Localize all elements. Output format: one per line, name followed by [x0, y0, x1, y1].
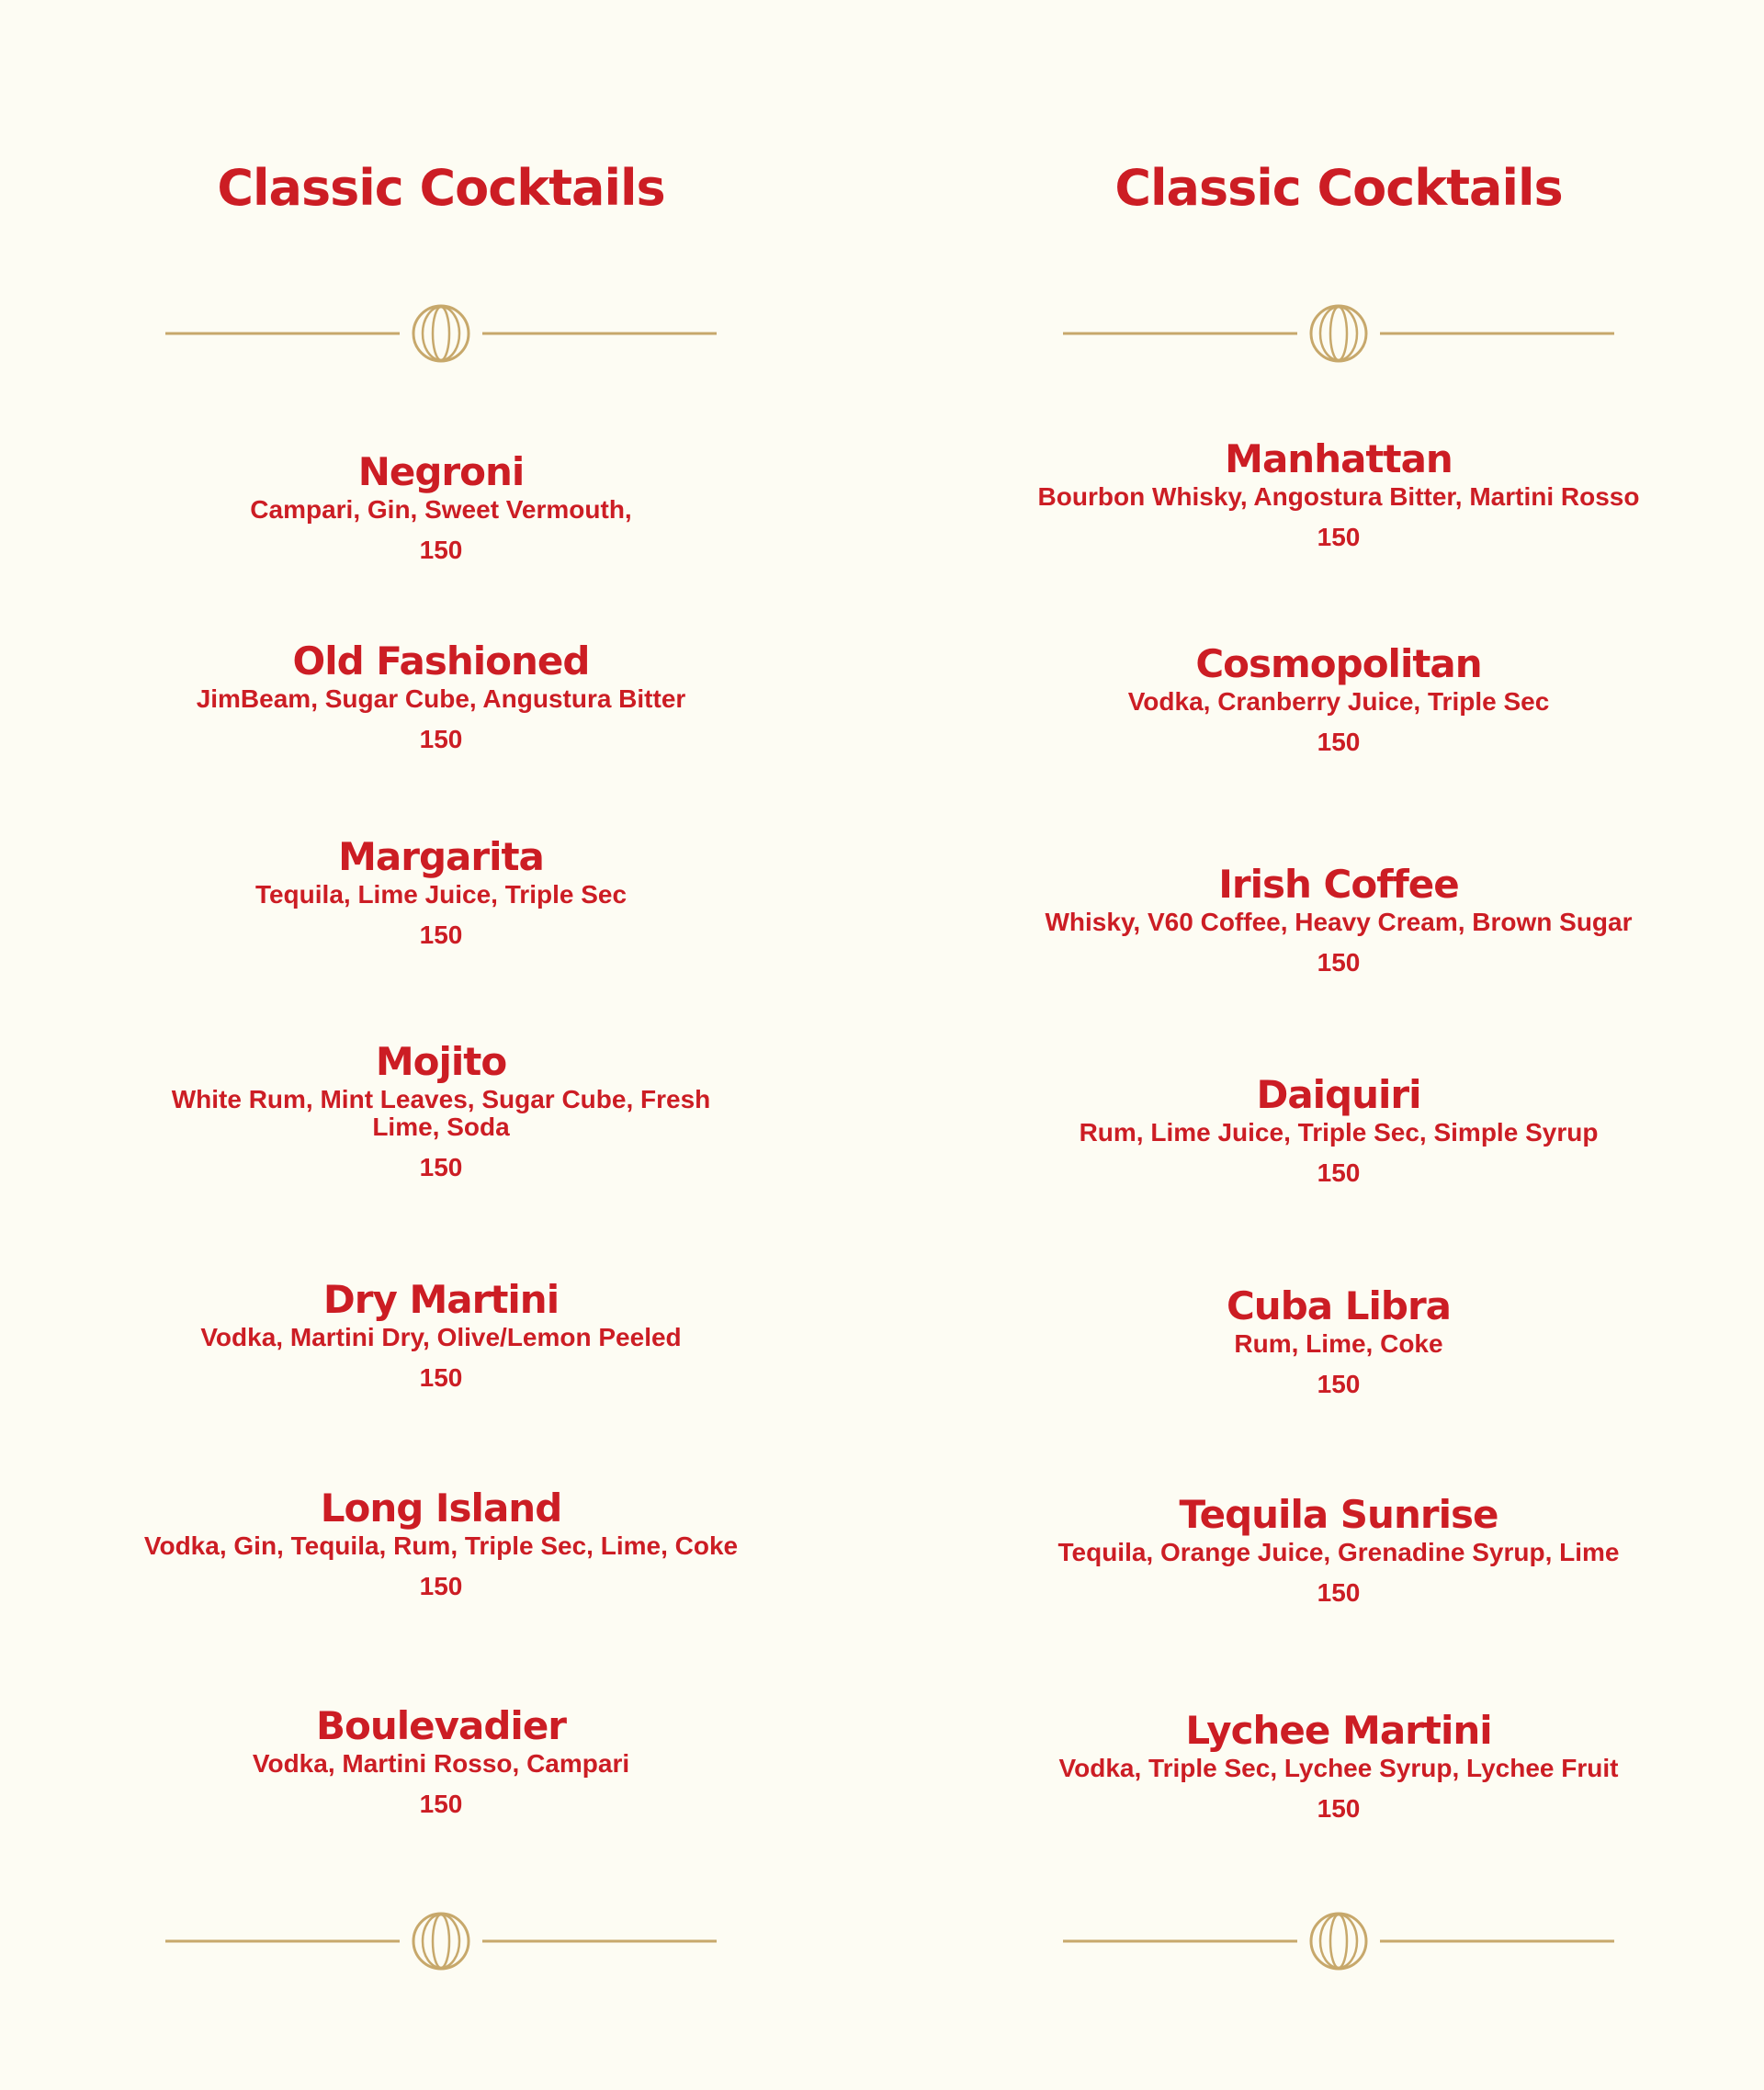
- menu-item: [898, 861, 1764, 978]
- globe-divider-icon: [165, 301, 717, 366]
- menu-item: [898, 1707, 1764, 1825]
- item-price: 150: [1317, 1794, 1361, 1823]
- menu-item: [0, 448, 882, 566]
- ornament-divider-top: [898, 301, 1764, 366]
- menu-item: [898, 1282, 1764, 1400]
- item-description: Vodka, Gin, Tequila, Rum, Triple Sec, Lime, Coke: [143, 1531, 739, 1560]
- menu-item: [898, 640, 1764, 758]
- item-name: Margarita: [338, 834, 544, 879]
- item-name: Old Fashioned: [292, 638, 590, 683]
- item-name: Cuba Libra: [1226, 1283, 1452, 1328]
- item-description: White Rum, Mint Leaves, Sugar Cube, Fresh Lime, Soda: [171, 1085, 711, 1141]
- item-price: 150: [419, 1790, 463, 1818]
- item-name: Mojito: [375, 1039, 507, 1084]
- item-description: Campari, Gin, Sweet Vermouth,: [250, 495, 632, 524]
- item-price: 150: [419, 725, 463, 753]
- item-description: Vodka, Martini Rosso, Campari: [252, 1749, 630, 1778]
- globe-divider-icon: [1063, 1909, 1614, 1973]
- item-name: Tequila Sunrise: [1179, 1492, 1498, 1537]
- item-name: Irish Coffee: [1218, 862, 1459, 907]
- item-description: Rum, Lime, Coke: [1234, 1329, 1443, 1358]
- item-description: Tequila, Orange Juice, Grenadine Syrup, Lime: [1057, 1538, 1620, 1566]
- item-price: 150: [1317, 728, 1361, 756]
- item-description: JimBeam, Sugar Cube, Angustura Bitter: [196, 684, 686, 713]
- menu-item: [898, 1071, 1764, 1189]
- menu-title: Classic Cocktails: [1114, 159, 1563, 217]
- item-price: 150: [419, 1363, 463, 1392]
- globe-divider-icon: [1063, 301, 1614, 366]
- item-name: Lychee Martini: [1185, 1708, 1492, 1753]
- menu-column-right: [898, 0, 1764, 2090]
- menu-title: Classic Cocktails: [217, 159, 665, 217]
- ornament-divider-bottom: [0, 1909, 882, 1973]
- menu-item: [0, 833, 882, 951]
- item-name: Dry Martini: [322, 1277, 560, 1322]
- item-description: Rum, Lime Juice, Triple Sec, Simple Syrup: [1079, 1118, 1599, 1147]
- menu-item: [0, 1485, 882, 1602]
- item-price: 150: [419, 1153, 463, 1181]
- item-price: 150: [419, 536, 463, 564]
- item-price: 150: [419, 921, 463, 949]
- item-description: Tequila, Lime Juice, Triple Sec: [254, 880, 628, 909]
- item-name: Manhattan: [1225, 436, 1453, 481]
- globe-divider-icon: [165, 1909, 717, 1973]
- item-description: Bourbon Whisky, Angostura Bitter, Martini Rosso: [1037, 482, 1640, 511]
- menu-item: [898, 1491, 1764, 1609]
- item-description: Vodka, Martini Dry, Olive/Lemon Peeled: [200, 1323, 682, 1351]
- item-price: 150: [1317, 1578, 1361, 1607]
- item-name: Daiquiri: [1256, 1072, 1421, 1117]
- item-name: Negroni: [357, 449, 525, 494]
- item-price: 150: [1317, 1158, 1361, 1187]
- item-price: 150: [1317, 523, 1361, 551]
- item-price: 150: [419, 1572, 463, 1600]
- item-description: Vodka, Triple Sec, Lychee Syrup, Lychee Fruit: [1058, 1754, 1619, 1782]
- menu-item: [0, 1276, 882, 1394]
- menu-item: [0, 638, 882, 755]
- menu-item: [0, 1038, 882, 1183]
- item-price: 150: [1317, 948, 1361, 977]
- menu-item: [898, 435, 1764, 553]
- ornament-divider-bottom: [898, 1909, 1764, 1973]
- item-description: Whisky, V60 Coffee, Heavy Cream, Brown Sugar: [1045, 908, 1633, 936]
- item-name: Boulevadier: [315, 1703, 567, 1748]
- menu-item: [0, 1702, 882, 1820]
- item-description: Vodka, Cranberry Juice, Triple Sec: [1127, 687, 1550, 716]
- item-price: 150: [1317, 1370, 1361, 1398]
- item-name: Cosmopolitan: [1195, 641, 1482, 686]
- item-name: Long Island: [320, 1486, 562, 1531]
- ornament-divider-top: [0, 301, 882, 366]
